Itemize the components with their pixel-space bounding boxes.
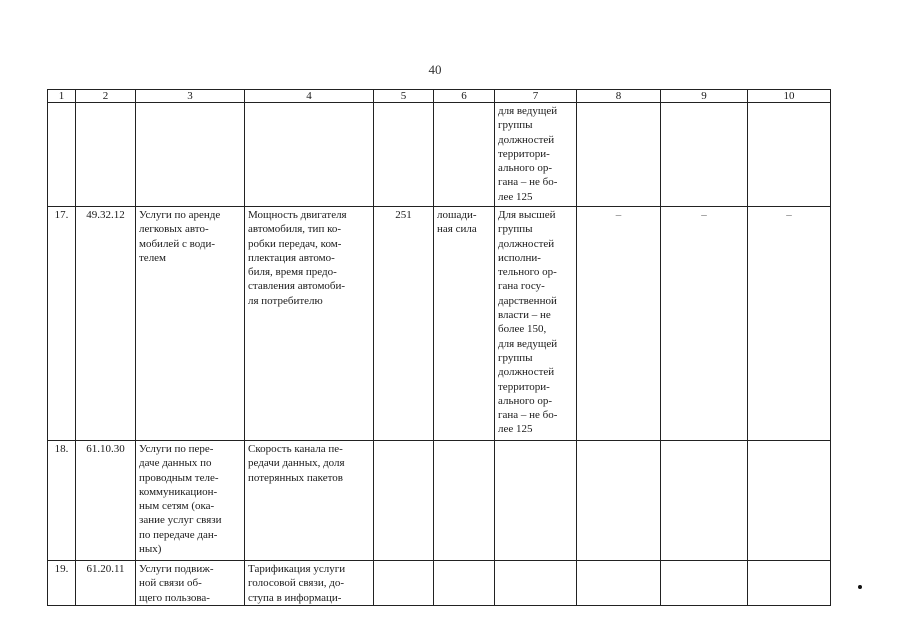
characteristic bbox=[245, 103, 374, 207]
value-cell: Для высшей группы должностей исполни- тельного ор- гана госу- дарственной власти – не более 150, для ведущей группы должностей территори- ального ор- гана – не бо- лее 125 bbox=[495, 207, 577, 441]
cell-9 bbox=[661, 561, 748, 606]
table-row bbox=[48, 441, 831, 561]
cell-10: – bbox=[748, 207, 831, 441]
okpd-code bbox=[76, 103, 136, 207]
col-header: 7 bbox=[495, 90, 577, 103]
header-row bbox=[48, 90, 831, 103]
col-header: 9 bbox=[661, 90, 748, 103]
requirements-table bbox=[47, 89, 831, 606]
service-name bbox=[136, 103, 245, 207]
col-header: 1 bbox=[48, 90, 76, 103]
cell-8 bbox=[577, 561, 661, 606]
page-number: 40 bbox=[428, 62, 442, 77]
unit-name bbox=[434, 103, 495, 207]
characteristic: Мощность двигателя автомобиля, тип ко- робки передач, ком- плектация автомо- биля, время предо- ставления автомоби- ля потребителю bbox=[245, 207, 374, 441]
unit-code bbox=[374, 561, 434, 606]
row-number: 17. bbox=[48, 207, 76, 441]
col-header: 3 bbox=[136, 90, 245, 103]
col-header: 10 bbox=[748, 90, 831, 103]
characteristic: Скорость канала пе- редачи данных, доля потерянных пакетов bbox=[245, 441, 374, 561]
okpd-code: 49.32.12 bbox=[76, 207, 136, 441]
table-row bbox=[48, 207, 831, 441]
cell-10 bbox=[748, 103, 831, 207]
col-header: 5 bbox=[374, 90, 434, 103]
value-cell bbox=[495, 441, 577, 561]
row-number: 18. bbox=[48, 441, 76, 561]
row-number: 19. bbox=[48, 561, 76, 606]
unit-code bbox=[374, 441, 434, 561]
table-row bbox=[48, 103, 831, 207]
unit-name bbox=[434, 561, 495, 606]
service-name: Услуги подвиж- ной связи об- щего пользова- bbox=[136, 561, 245, 606]
value-cell bbox=[495, 561, 577, 606]
cell-9: – bbox=[661, 207, 748, 441]
col-header: 6 bbox=[434, 90, 495, 103]
scan-speck bbox=[858, 585, 862, 589]
cell-9 bbox=[661, 441, 748, 561]
col-header: 2 bbox=[76, 90, 136, 103]
cell-10 bbox=[748, 441, 831, 561]
unit-name: лошади- ная сила bbox=[434, 207, 495, 441]
okpd-code: 61.20.11 bbox=[76, 561, 136, 606]
cell-8 bbox=[577, 103, 661, 207]
col-header: 8 bbox=[577, 90, 661, 103]
cell-8 bbox=[577, 441, 661, 561]
cell-8: – bbox=[577, 207, 661, 441]
unit-code: 251 bbox=[374, 207, 434, 441]
table-row bbox=[48, 561, 831, 606]
col-header: 4 bbox=[245, 90, 374, 103]
service-name: Услуги по аренде легковых авто- мобилей с води- телем bbox=[136, 207, 245, 441]
row-number bbox=[48, 103, 76, 207]
unit-code bbox=[374, 103, 434, 207]
unit-name bbox=[434, 441, 495, 561]
service-name: Услуги по пере- даче данных по проводным теле- коммуникацион- ным сетям (ока- зание услуг связи по передаче дан- ных) bbox=[136, 441, 245, 561]
cell-10 bbox=[748, 561, 831, 606]
value-cell: для ведущей группы должностей территори- ального ор- гана – не бо- лее 125 bbox=[495, 103, 577, 207]
cell-9 bbox=[661, 103, 748, 207]
okpd-code: 61.10.30 bbox=[76, 441, 136, 561]
characteristic: Тарификация услуги голосовой связи, до- ступа в информаци- bbox=[245, 561, 374, 606]
